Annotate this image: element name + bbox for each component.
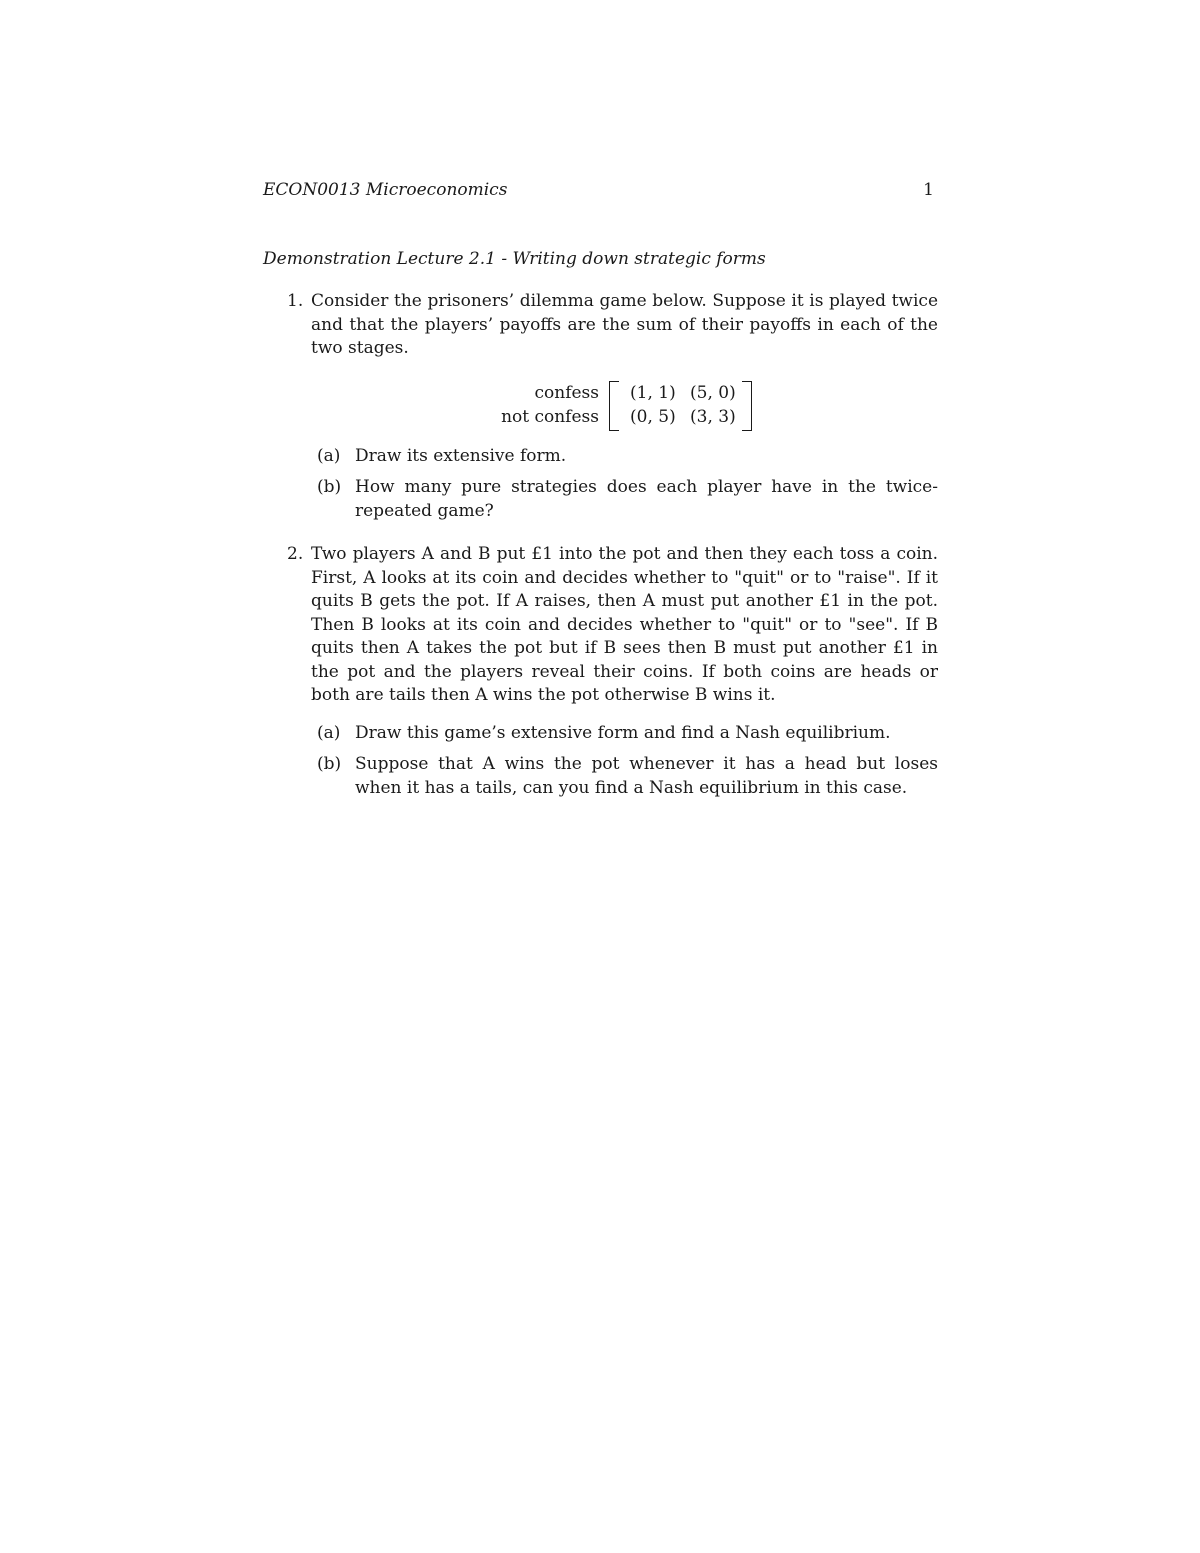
matrix-cell: (3, 3): [690, 406, 736, 427]
matrix-row: [630, 381, 750, 405]
matrix-row: [630, 405, 750, 429]
subpart-item: [311, 476, 938, 523]
question-2: [287, 543, 938, 808]
subpart-item: [311, 722, 938, 746]
matrix-cell: (0, 5): [630, 406, 676, 427]
payoff-matrix: [287, 381, 938, 439]
question-number: 1.: [287, 291, 304, 311]
course-title: ECON0013 Microeconomics: [263, 180, 508, 200]
matrix-left-bracket: [609, 381, 619, 431]
subpart-label: (a): [317, 445, 341, 466]
question-1: [287, 290, 938, 531]
question-number: 2.: [287, 544, 304, 564]
document-page: [263, 0, 938, 1553]
subpart-list: [287, 445, 938, 524]
lecture-title: Demonstration Lecture 2.1 - Writing down strategic forms: [263, 249, 766, 269]
question-text: Consider the prisoners’ dilemma game below. Suppose it is played twice and that the players’ payoffs are the sum of their payoffs in each of the two stages.: [311, 291, 938, 358]
running-header: [263, 178, 938, 202]
matrix-right-bracket: [742, 381, 752, 431]
subpart-item: [311, 753, 938, 800]
row-label-confess: confess: [534, 382, 599, 403]
subpart-text: Suppose that A wins the pot whenever it has a head but loses when it has a tails, can you find a Nash equilibrium in this case.: [355, 754, 938, 798]
subpart-text: Draw this game’s extensive form and find a Nash equilibrium.: [355, 722, 891, 743]
question-text: Two players A and B put £1 into the pot and then they each toss a coin. First, A looks at its coin and decides whether to "quit" or to "raise". If it quits B gets the pot. If A raises, then A must put another £1 in the pot. Then B looks at its coin and decides whether to "quit" or to "see". If B quits then A takes the pot but if B sees then B must put another £1 in the pot and the players reveal their coins. If both coins are heads or both are tails then A wins the pot otherwise B wins it.: [311, 544, 938, 705]
subpart-label: (b): [317, 477, 342, 497]
matrix-row-labels: [477, 381, 599, 429]
subpart-item: [311, 445, 938, 469]
subpart-text: How many pure strategies does each player have in the twice-repeated game?: [355, 477, 938, 521]
page-number: 1: [923, 180, 934, 200]
subpart-text: Draw its extensive form.: [355, 445, 567, 466]
matrix-cells: [630, 381, 750, 429]
row-label-not-confess: not confess: [501, 406, 599, 427]
subpart-label: (a): [317, 722, 341, 743]
matrix-cell: (1, 1): [630, 382, 676, 403]
subpart-list: [287, 722, 938, 801]
subpart-label: (b): [317, 754, 342, 774]
matrix-cell: (5, 0): [690, 382, 736, 403]
